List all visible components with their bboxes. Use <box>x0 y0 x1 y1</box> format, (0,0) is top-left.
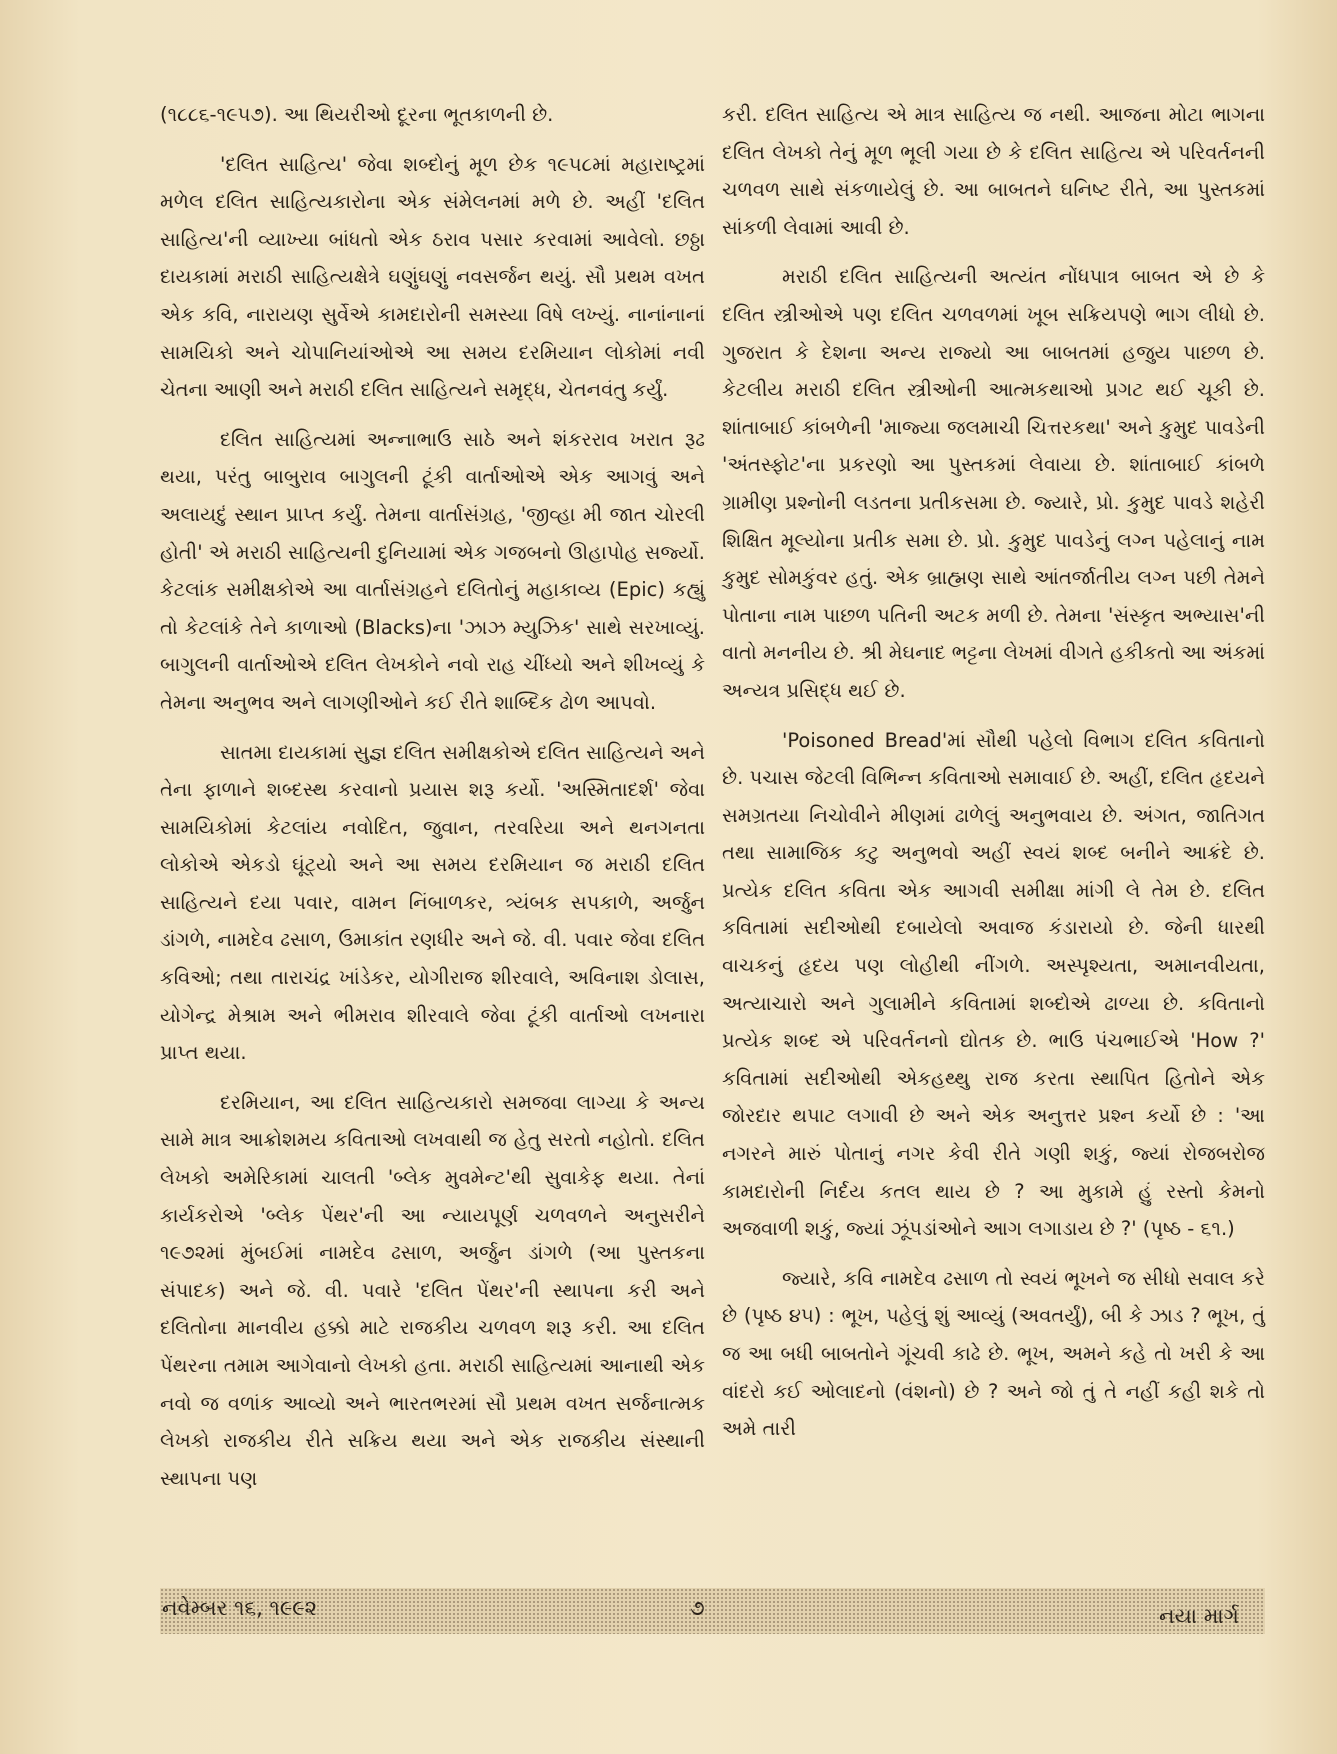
magazine-name: નયા માર્ગ <box>1159 1604 1239 1628</box>
paragraph: મરાઠી દલિત સાહિત્યની અત્યંત નોંધપાત્ર બાબત એ છે કે દલિત સ્ત્રીઓએ પણ દલિત ચળવળમાં ખૂબ સક્રિયપણે ભાગ લીધો છે. ગુજરાત કે દેશના અન્ય રાજ્યો આ બાબતમાં હજુય પાછળ છે. કેટલીય મરાઠી દલિત સ્ત્રીઓની આત્મકથાઓ પ્રગટ થઈ ચૂકી છે. શાંતાબાઈ કાંબળેની 'માજ્યા જલમાચી ચિત્તરકથા' અને કુમુદ પાવડેની 'અંતસ્ફોટ'ના પ્રકરણો આ પુસ્તકમાં લેવાયા છે. શાંતાબાઈ કાંબળે ગ્રામીણ પ્રશ્નોની લડતના પ્રતીકસમા છે. જ્યારે, પ્રો. કુમુદ પાવડે શહેરી શિક્ષિત મૂલ્યોના પ્રતીક સમા છે. પ્રો. કુમુદ પાવડેનું લગ્ન પહેલાનું નામ કુમુદ સોમકુંવર હતું. એક બ્રાહ્મણ સાથે આંતર્જાતીય લગ્ન પછી તેમને પોતાના નામ પાછળ પતિની અટક મળી છે. તેમના 'સંસ્કૃત અભ્યાસ'ની વાતો મનનીય છે. શ્રી મેઘનાદ ભટ્ટના લેખમાં વીગતે હકીકતો આ અંકમાં અન્યત્ર પ્રસિદ્ધ થઈ છે. <box>722 265 1265 702</box>
left-column <box>160 96 705 1509</box>
issue-date: નવેમ્બર ૧૬, ૧૯૯૨ <box>162 1596 318 1620</box>
paragraph: જ્યારે, કવિ નામદેવ ઢસાળ તો સ્વયં ભૂખને જ સીધો સવાલ કરે છે (પૃષ્ઠ ૪૫) : ભૂખ, પહેલું શું આવ્યું (અવતર્યું), બી કે ઝાડ ? ભૂખ, તું જ આ બધી બાબતોને ગૂંચવી કાઢે છે. ભૂખ, અમને કહે તો ખરી કે આ વાંદરો કઈ ઓલાદનો (વંશનો) છે ? અને જો તું તે નહીં કહી શકે તો અમે તારી <box>722 1266 1265 1441</box>
paragraph: (૧૮૮૬-૧૯૫૭). આ થિયરીઓ દૂરના ભૂતકાળની છે. <box>160 103 554 126</box>
paragraph: દલિત સાહિત્યમાં અન્નાભાઉ સાઠે અને શંકરરાવ ખરાત રૂઢ થયા, પરંતુ બાબુરાવ બાગુલની ટૂંકી વાર્તાઓએ એક આગવું અને અલાયદું સ્થાન પ્રાપ્ત કર્યું. તેમના વાર્તાસંગ્રહ, 'જીવ્હા મી જાત ચોરલી હોતી' એ મરાઠી સાહિત્યની દુનિયામાં એક ગજબનો ઊહાપોહ સર્જ્યો. કેટલાંક સમીક્ષકોએ આ વાર્તાસંગ્રહને દલિતોનું મહાકાવ્ય (Epic) કહ્યું તો કેટલાંકે તેને કાળાઓ (Blacks)ના 'ઝાઝ મ્યુઝિક' સાથે સરખાવ્યું. બાગુલની વાર્તાઓએ દલિત લેખકોને નવો રાહ ચીંધ્યો અને શીખવ્યું કે તેમના અનુભવ અને લાગણીઓને કઈ રીતે શાબ્દિક ઢોળ આપવો. <box>160 427 705 714</box>
paragraph: સાતમા દાયકામાં સુજ્ઞ દલિત સમીક્ષકોએ દલિત સાહિત્યને અને તેના ફાળાને શબ્દસ્થ કરવાનો પ્રયાસ શરૂ કર્યો. 'અસ્મિતાદર્શ' જેવા સામયિકોમાં કેટલાંય નવોદિત, જુવાન, તરવરિયા અને થનગનતા લોકોએ એકડો ઘૂંટ્યો અને આ સમય દરમિયાન જ મરાઠી દલિત સાહિત્યને દયા પવાર, વામન નિંબાળકર, ત્ર્યંબક સપકાળે, અર્જુન ડાંગળે, નામદેવ ઢસાળ, ઉમાકાંત રણધીર અને જે. વી. પવાર જેવા દલિત કવિઓ; તથા તારાચંદ્ર ખાંડેકર, યોગીરાજ શીરવાલે, અવિનાશ ડોલાસ, યોગેન્દ્ર મેશ્રામ અને ભીમરાવ શીરવાલે જેવા ટૂંકી વાર્તાઓ લખનારા પ્રાપ્ત થયા. <box>160 740 705 1065</box>
paragraph: કરી. દલિત સાહિત્ય એ માત્ર સાહિત્ય જ નથી. આજના મોટા ભાગના દલિત લેખકો તેનું મૂળ ભૂલી ગયા છે કે દલિત સાહિત્ય એ પરિવર્તનની ચળવળ સાથે સંકળાયેલું છે. આ બાબતને ઘનિષ્ટ રીતે, આ પુસ્તકમાં સાંકળી લેવામાં આવી છે. <box>722 103 1265 239</box>
paragraph: 'દલિત સાહિત્ય' જેવા શબ્દોનું મૂળ છેક ૧૯૫૮માં મહારાષ્ટ્રમાં મળેલ દલિત સાહિત્યકારોના એક સંમેલનમાં મળે છે. અહીં 'દલિત સાહિત્ય'ની વ્યાખ્યા બાંધતો એક ઠરાવ પસાર કરવામાં આવેલો. છઠ્ઠા દાયકામાં મરાઠી સાહિત્યક્ષેત્રે ઘણુંઘણું નવસર્જન થયું. સૌ પ્રથમ વખત એક કવિ, નારાયણ સુર્વેએ કામદારોની સમસ્યા વિષે લખ્યું. નાનાંનાનાં સામયિકો અને ચોપાનિયાંઓએ આ સમય દરમિયાન લોકોમાં નવી ચેતના આણી અને મરાઠી દલિત સાહિત્યને સમૃદ્ધ, ચેતનવંતુ કર્યું. <box>160 152 705 402</box>
right-column <box>722 96 1265 1460</box>
page-number: ૭ <box>690 1596 705 1620</box>
paragraph: દરમિયાન, આ દલિત સાહિત્યકારો સમજવા લાગ્યા કે અન્ય સામે માત્ર આક્રોશમય કવિતાઓ લખવાથી જ હેતુ સરતો નહોતો. દલિત લેખકો અમેરિકામાં ચાલતી 'બ્લેક મુવમેન્ટ'થી સુવાકેફ થયા. તેનાં કાર્યકરોએ 'બ્લેક પેંથર'ની આ ન્યાયપૂર્ણ ચળવળને અનુસરીને ૧૯૭૨માં મુંબઈમાં નામદેવ ઢસાળ, અર્જુન ડાંગળે (આ પુસ્તકના સંપાદક) અને જે. વી. પવારે 'દલિત પેંથર'ની સ્થાપના કરી અને દલિતોના માનવીય હક્કો માટે રાજકીય ચળવળ શરૂ કરી. આ દલિત પેંથરના તમામ આગેવાનો લેખકો હતા. મરાઠી સાહિત્યમાં આનાથી એક નવો જ વળાંક આવ્યો અને ભારતભરમાં સૌ પ્રથમ વખત સર્જનાત્મક લેખકો રાજકીય રીતે સક્રિય થયા અને એક રાજકીય સંસ્થાની સ્થાપના પણ <box>160 1090 705 1490</box>
page-footer <box>160 1588 1265 1634</box>
paragraph: 'Poisoned Bread'માં સૌથી પહેલો વિભાગ દલિત કવિતાનો છે. પચાસ જેટલી વિભિન્ન કવિતાઓ સમાવાઈ છે. અહીં, દલિત હૃદયને સમગ્રતયા નિચોવીને મીણમાં ઢાળેલું અનુભવાય છે. અંગત, જાતિગત તથા સામાજિક કટુ અનુભવો અહીં સ્વયં શબ્દ બનીને આક્રંદે છે. પ્રત્યેક દલિત કવિતા એક આગવી સમીક્ષા માંગી લે તેમ છે. દલિત કવિતામાં સદીઓથી દબાયેલો અવાજ કંડારાયો છે. જેની ધારથી વાચકનું હૃદય પણ લોહીથી નીંગળે. અસ્પૃશ્યતા, અમાનવીયતા, અત્યાચારો અને ગુલામીને કવિતામાં શબ્દોએ ઢાળ્યા છે. કવિતાનો પ્રત્યેક શબ્દ એ પરિવર્તનનો દ્યોતક છે. ભાઉ પંચભાઈએ 'How ?' કવિતામાં સદીઓથી એકહથ્થુ રાજ કરતા સ્થાપિત હિતોને એક જોરદાર થપાટ લગાવી છે અને એક અનુત્તર પ્રશ્ન કર્યો છે : 'આ નગરને મારું પોતાનું નગર કેવી રીતે ગણી શકું, જ્યાં રોજબરોજ કામદારોની નિર્દય કતલ થાય છે ? આ મુકામે હું રસ્તો કેમનો અજવાળી શકું, જ્યાં ઝૂંપડાંઓને આગ લગાડાય છે ?' (પૃષ્ઠ - ૬૧.) <box>722 728 1265 1241</box>
